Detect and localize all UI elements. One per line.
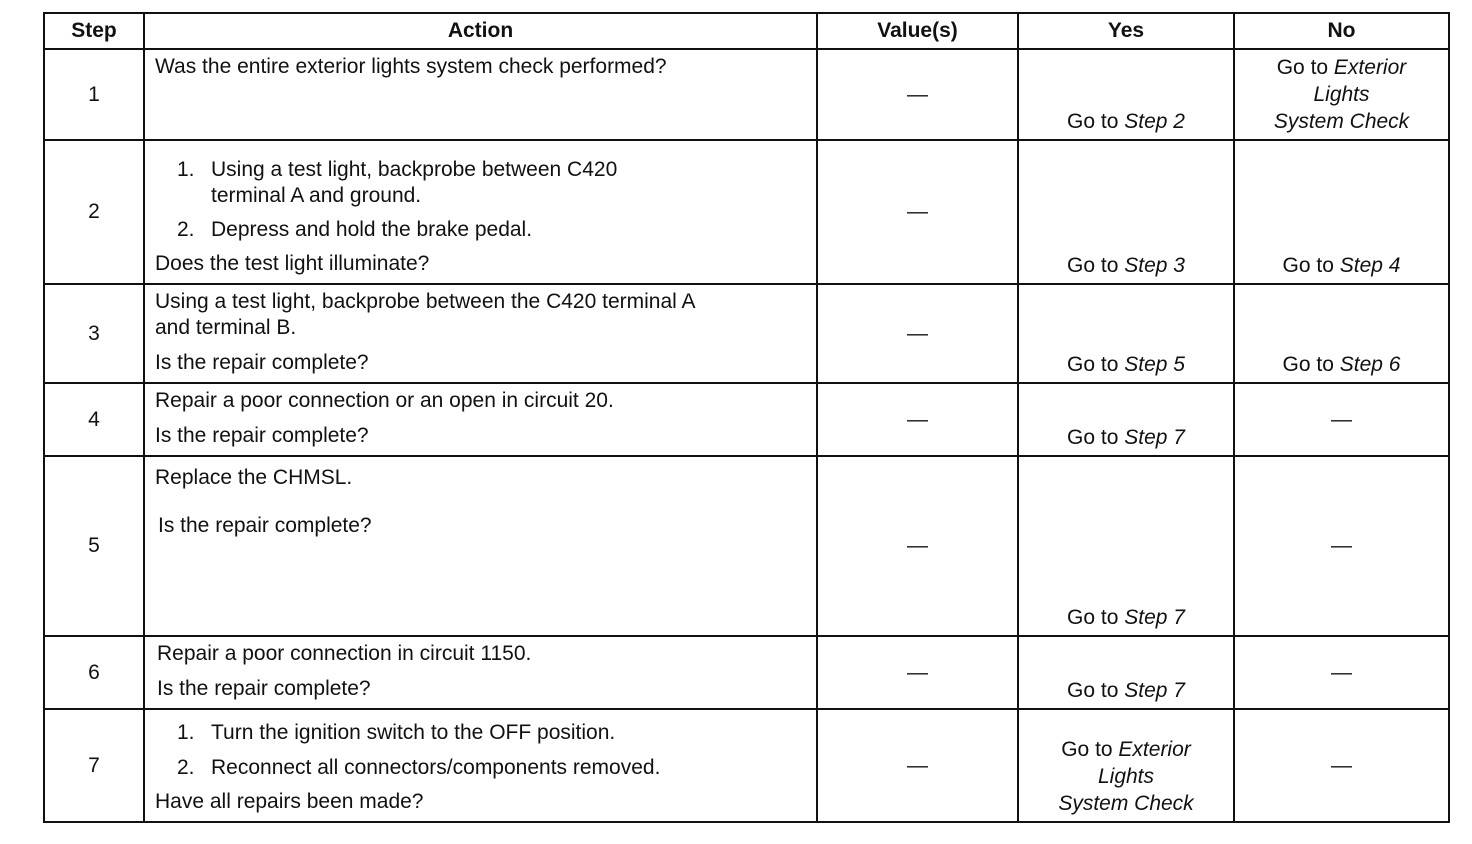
step-number: 6 xyxy=(44,636,144,709)
table-row xyxy=(44,709,1449,822)
action-cell xyxy=(144,49,817,140)
action-list xyxy=(155,720,806,781)
no-cell xyxy=(1234,49,1449,140)
action-question: Is the repair complete? xyxy=(158,514,372,537)
yes-target: Step 2 xyxy=(1124,110,1185,133)
item-number: 2. xyxy=(177,218,195,241)
no-target: Step 6 xyxy=(1339,353,1401,376)
list-item xyxy=(155,720,806,746)
table-row xyxy=(44,49,1449,140)
no-target: Step 4 xyxy=(1339,254,1401,277)
no-dash: — xyxy=(1234,383,1449,456)
header-yes: Yes xyxy=(1018,13,1234,49)
item-number: 1. xyxy=(177,721,195,744)
value-dash: — xyxy=(817,140,1018,284)
header-values: Value(s) xyxy=(817,13,1018,49)
table-row xyxy=(44,140,1449,284)
header-action: Action xyxy=(144,13,817,49)
header-row xyxy=(44,13,1449,49)
value-dash: — xyxy=(817,636,1018,709)
yes-cell xyxy=(1018,284,1234,383)
table-row xyxy=(44,284,1449,383)
header-no: No xyxy=(1234,13,1449,49)
action-text-line2: and terminal B. xyxy=(155,316,297,339)
no-prefix: Go to xyxy=(1282,254,1340,277)
yes-cell xyxy=(1018,709,1234,822)
item-text-line1: Using a test light, backprobe between C420 xyxy=(211,158,618,181)
action-question: Have all repairs been made? xyxy=(155,790,424,813)
yes-cell xyxy=(1018,383,1234,456)
action-text: Repair a poor connection or an open in circuit 20. xyxy=(155,389,614,412)
yes-prefix: Go to xyxy=(1067,426,1125,449)
yes-target: Step 5 xyxy=(1124,353,1185,376)
item-text-line2: terminal A and ground. xyxy=(211,184,422,207)
table-row xyxy=(44,456,1449,636)
step-number: 4 xyxy=(44,383,144,456)
value-dash: — xyxy=(817,709,1018,822)
no-prefix: Go to xyxy=(1276,56,1334,79)
yes-cell xyxy=(1018,636,1234,709)
no-dash: — xyxy=(1234,456,1449,636)
action-cell xyxy=(144,636,817,709)
yes-target-line1: Exterior xyxy=(1118,738,1191,761)
yes-target: Step 7 xyxy=(1124,679,1185,702)
diagnostic-table xyxy=(43,12,1450,823)
action-question: Is the repair complete? xyxy=(155,351,369,374)
action-cell xyxy=(144,284,817,383)
action-question: Is the repair complete? xyxy=(157,677,371,700)
no-dash: — xyxy=(1234,636,1449,709)
action-cell xyxy=(144,383,817,456)
yes-prefix: Go to xyxy=(1067,679,1125,702)
action-text: Repair a poor connection in circuit 1150. xyxy=(157,642,532,665)
no-prefix: Go to xyxy=(1282,353,1340,376)
step-number: 3 xyxy=(44,284,144,383)
item-number: 2. xyxy=(177,756,195,779)
value-dash: — xyxy=(817,49,1018,140)
yes-prefix: Go to xyxy=(1067,353,1125,376)
yes-cell xyxy=(1018,140,1234,284)
item-text: Depress and hold the brake pedal. xyxy=(211,218,533,241)
step-number: 7 xyxy=(44,709,144,822)
list-item xyxy=(155,217,806,243)
no-target-line3: System Check xyxy=(1273,110,1410,133)
yes-prefix: Go to xyxy=(1067,254,1125,277)
value-dash: — xyxy=(817,284,1018,383)
yes-prefix: Go to xyxy=(1061,738,1119,761)
no-target-line2: Lights xyxy=(1313,83,1370,106)
list-item xyxy=(155,755,806,781)
yes-target-line3: System Check xyxy=(1058,792,1194,815)
yes-cell xyxy=(1018,49,1234,140)
step-number: 1 xyxy=(44,49,144,140)
list-item xyxy=(155,157,806,209)
action-text: Was the entire exterior lights system check performed? xyxy=(155,55,667,78)
action-question: Does the test light illuminate? xyxy=(155,252,430,275)
table-row xyxy=(44,636,1449,709)
no-cell xyxy=(1234,284,1449,383)
item-text: Reconnect all connectors/components removed. xyxy=(211,756,661,779)
yes-target-line2: Lights xyxy=(1097,765,1155,788)
step-number: 5 xyxy=(44,456,144,636)
header-step: Step xyxy=(44,13,144,49)
value-dash: — xyxy=(817,383,1018,456)
action-cell xyxy=(144,140,817,284)
yes-target: Step 3 xyxy=(1124,254,1185,277)
yes-cell xyxy=(1018,456,1234,636)
no-dash: — xyxy=(1234,709,1449,822)
action-cell xyxy=(144,456,817,636)
step-number: 2 xyxy=(44,140,144,284)
no-target-line1: Exterior xyxy=(1333,56,1407,79)
action-text-line1: Using a test light, backprobe between the C420 terminal A xyxy=(155,290,696,313)
item-text: Turn the ignition switch to the OFF position. xyxy=(211,721,616,744)
table-row xyxy=(44,383,1449,456)
action-list xyxy=(155,157,806,243)
yes-prefix: Go to xyxy=(1067,606,1125,629)
action-text: Replace the CHMSL. xyxy=(155,466,353,489)
yes-target: Step 7 xyxy=(1124,606,1185,629)
action-question: Is the repair complete? xyxy=(155,424,369,447)
yes-prefix: Go to xyxy=(1067,110,1125,133)
value-dash: — xyxy=(817,456,1018,636)
no-cell xyxy=(1234,140,1449,284)
item-number: 1. xyxy=(177,158,195,181)
action-cell xyxy=(144,709,817,822)
yes-target: Step 7 xyxy=(1124,426,1185,449)
